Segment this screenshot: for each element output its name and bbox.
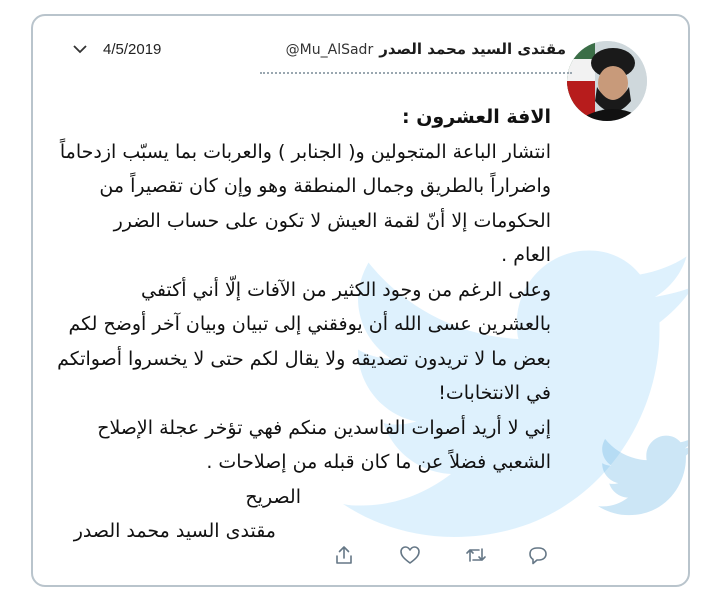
tweet-body xyxy=(43,100,551,549)
avatar-portrait xyxy=(567,41,647,121)
retweet-icon xyxy=(465,544,487,566)
tweet-line: بعض ما لا تريدون تصديقه ولا يقال لكم حتى لا يخسروا أصواتكم xyxy=(57,347,551,370)
tweet-line: العام . xyxy=(501,244,551,266)
twitter-bird-small-icon xyxy=(593,426,690,526)
tweet-card xyxy=(31,14,690,587)
tweet-line: واضراراً بالطريق وجمال المنطقة وهو وإن كان تقصيراً من xyxy=(99,175,551,197)
author-handle[interactable]: @Mu_AlSadr xyxy=(285,42,374,58)
tweet-date: 4/5/2019 xyxy=(103,41,162,58)
share-icon xyxy=(333,544,355,566)
tweet-actions xyxy=(33,536,688,576)
heart-icon xyxy=(399,544,421,566)
signature-label: الصريح xyxy=(245,485,301,508)
reply-button[interactable] xyxy=(527,544,549,566)
tweet-line: إني لا أريد أصوات الفاسدين منكم فهي تؤخر عجلة الإصلاح xyxy=(97,416,551,439)
tweet-title: الافة العشرون : xyxy=(401,106,551,128)
tweet-line: وعلى الرغم من وجود الكثير من الآفات إلّا أني أكتفي xyxy=(140,278,551,301)
signature-name: مقتدى السيد محمد الصدر xyxy=(73,520,276,542)
tweet-line: الشعبي فضلاً عن ما كان قبله من إصلاحات . xyxy=(206,451,551,473)
avatar[interactable] xyxy=(567,41,647,121)
display-name[interactable]: مقتدى السيد محمد الصدر xyxy=(379,40,566,58)
chevron-down-icon[interactable] xyxy=(71,40,89,58)
author-line xyxy=(206,40,566,66)
tweet-line: الحكومات إلا أنّ لقمة العيش لا تكون على حساب الضرر xyxy=(113,209,551,232)
tweet-line: بالعشرين عسى الله أن يوفقني إلى تبيان وبيان آخر أوضح لكم xyxy=(68,313,551,335)
share-button[interactable] xyxy=(333,544,355,566)
name-underline xyxy=(260,72,572,74)
retweet-button[interactable] xyxy=(465,544,487,566)
tweet-header xyxy=(33,16,688,96)
like-button[interactable] xyxy=(399,544,421,566)
tweet-line: في الانتخابات! xyxy=(438,382,551,404)
tweet-line: انتشار الباعة المتجولين و( الجنابر ) والعربات بما يسبّب ازدحاماً xyxy=(59,140,551,163)
reply-icon xyxy=(527,544,549,566)
